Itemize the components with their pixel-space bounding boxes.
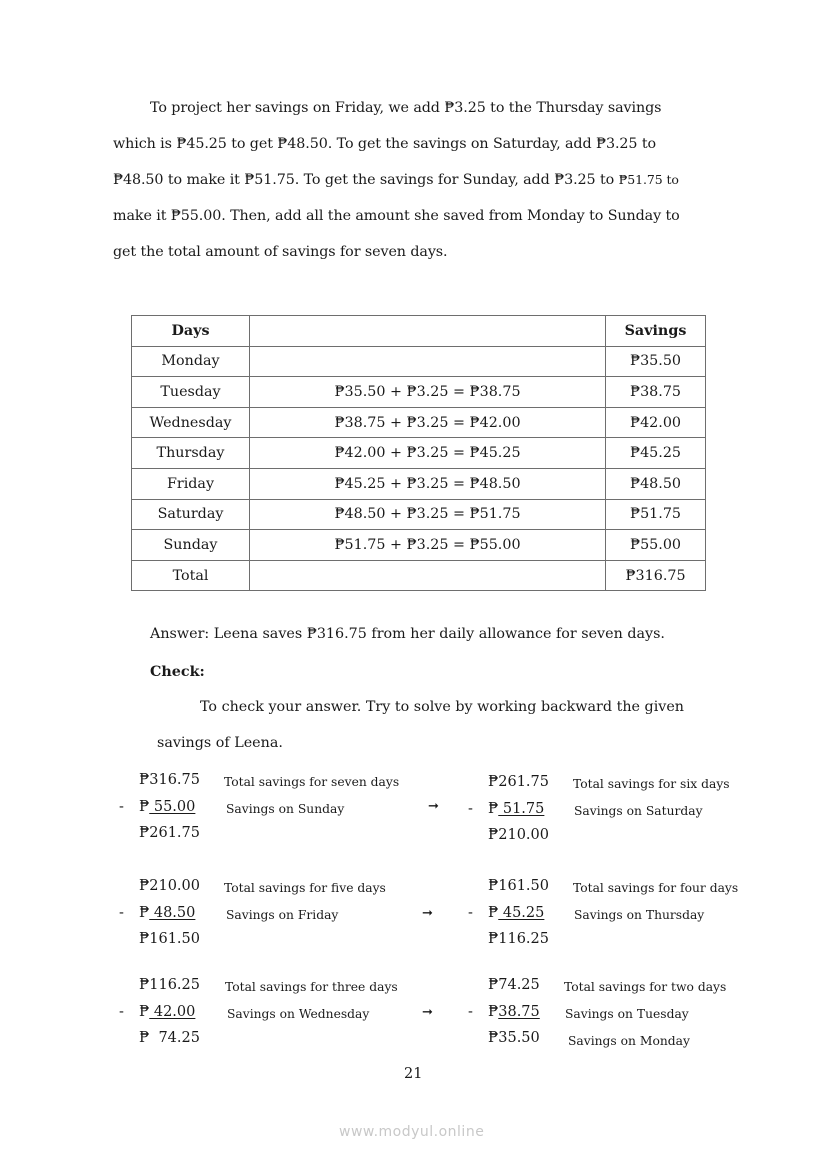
- computation-cell: ₱38.75 + ₱3.25 = ₱42.00: [250, 407, 606, 438]
- check-paragraph-line: To check your answer. Try to solve by working backward the given: [200, 699, 685, 715]
- minuend-label: Total savings for seven days: [224, 775, 400, 789]
- table-row: [132, 468, 706, 499]
- subtrahend: [139, 1004, 195, 1020]
- computation-cell: [250, 560, 606, 591]
- intro-line: [113, 172, 679, 188]
- day-cell: Total: [132, 560, 250, 591]
- savings-cell: ₱55.00: [606, 530, 706, 561]
- subtrahend-value: 48.50: [149, 905, 196, 921]
- answer-text: Answer: Leena saves ₱316.75 from her daily allowance for seven days.: [150, 626, 665, 642]
- table-row: [132, 377, 706, 408]
- peso-sign: ₱: [488, 1004, 499, 1020]
- computation-cell: ₱51.75 + ₱3.25 = ₱55.00: [250, 530, 606, 561]
- difference: ₱261.75: [139, 825, 200, 841]
- difference: ₱ 74.25: [139, 1030, 200, 1046]
- day-cell: Friday: [132, 468, 250, 499]
- subtrahend-label: Savings on Friday: [226, 908, 339, 922]
- intro-line: To project her savings on Friday, we add ₱3.25 to the Thursday savings: [150, 100, 662, 116]
- difference: ₱161.50: [139, 931, 200, 947]
- subtraction-block: [468, 774, 788, 854]
- subtrahend-label: Savings on Tuesday: [565, 1007, 689, 1021]
- minuend-label: Total savings for six days: [573, 777, 730, 791]
- subtrahend-value: 42.00: [149, 1004, 196, 1020]
- savings-cell: ₱316.75: [606, 560, 706, 591]
- check-paragraph-line: savings of Leena.: [157, 735, 283, 751]
- subtrahend: [488, 905, 544, 921]
- arrow-right-icon: ➞: [422, 906, 433, 921]
- check-heading: Check:: [150, 664, 205, 680]
- savings-cell: ₱35.50: [606, 346, 706, 377]
- minus-sign: -: [119, 1004, 124, 1020]
- subtrahend-value: 45.25: [498, 905, 545, 921]
- minuend-label: Total savings for four days: [573, 881, 739, 895]
- table-row: [132, 438, 706, 469]
- header-savings: Savings: [606, 316, 706, 347]
- savings-cell: ₱45.25: [606, 438, 706, 469]
- intro-line-text: ₱48.50 to make it ₱51.75. To get the savings for Sunday, add ₱3.25 to: [113, 172, 619, 188]
- savings-cell: ₱38.75: [606, 377, 706, 408]
- subtrahend: [488, 1004, 540, 1020]
- intro-line: get the total amount of savings for seven days.: [113, 244, 448, 260]
- subtrahend-label: Savings on Thursday: [574, 908, 705, 922]
- day-cell: Sunday: [132, 530, 250, 561]
- watermark: www.modyul.online: [339, 1124, 485, 1140]
- subtraction-block: [468, 977, 788, 1057]
- subtrahend: [139, 799, 195, 815]
- minuend: ₱210.00: [139, 878, 200, 894]
- minus-sign: -: [468, 905, 473, 921]
- subtrahend-label: Savings on Wednesday: [227, 1007, 370, 1021]
- minuend-label: Total savings for five days: [224, 881, 386, 895]
- day-cell: Wednesday: [132, 407, 250, 438]
- minus-sign: -: [468, 1004, 473, 1020]
- peso-sign: ₱: [139, 799, 150, 815]
- day-cell: Saturday: [132, 499, 250, 530]
- subtrahend-value: 38.75: [498, 1004, 540, 1020]
- subtrahend: [488, 801, 544, 817]
- minus-sign: -: [468, 801, 473, 817]
- peso-sign: ₱: [488, 801, 499, 817]
- subtraction-block: [119, 878, 439, 958]
- header-computation: [250, 316, 606, 347]
- minuend-label: Total savings for three days: [225, 980, 398, 994]
- day-cell: Tuesday: [132, 377, 250, 408]
- peso-sign: ₱: [139, 905, 150, 921]
- header-days: Days: [132, 316, 250, 347]
- minuend: ₱116.25: [139, 977, 200, 993]
- arrow-right-icon: ➞: [428, 799, 439, 814]
- day-cell: Thursday: [132, 438, 250, 469]
- minuend: ₱316.75: [139, 772, 200, 788]
- difference: ₱210.00: [488, 827, 549, 843]
- minus-sign: -: [119, 905, 124, 921]
- computation-cell: ₱48.50 + ₱3.25 = ₱51.75: [250, 499, 606, 530]
- minuend-label: Total savings for two days: [564, 980, 727, 994]
- page-number: 21: [404, 1066, 423, 1082]
- minuend: ₱74.25: [488, 977, 540, 993]
- table-header-row: [132, 316, 706, 347]
- table-total-row: [132, 560, 706, 591]
- intro-line-small-tail: ₱51.75 to: [618, 172, 679, 187]
- subtraction-block: [119, 772, 439, 852]
- intro-line: make it ₱55.00. Then, add all the amount she saved from Monday to Sunday to: [113, 208, 680, 224]
- table-row: [132, 530, 706, 561]
- savings-cell: ₱42.00: [606, 407, 706, 438]
- peso-sign: ₱: [488, 905, 499, 921]
- day-cell: Monday: [132, 346, 250, 377]
- computation-cell: ₱35.50 + ₱3.25 = ₱38.75: [250, 377, 606, 408]
- subtraction-block: [468, 878, 788, 958]
- peso-sign: ₱: [139, 1004, 150, 1020]
- arrow-right-icon: ➞: [422, 1005, 433, 1020]
- computation-cell: [250, 346, 606, 377]
- subtrahend-label: Savings on Sunday: [226, 802, 345, 816]
- minuend: ₱161.50: [488, 878, 549, 894]
- table-row: [132, 346, 706, 377]
- computation-cell: ₱45.25 + ₱3.25 = ₱48.50: [250, 468, 606, 499]
- difference: ₱35.50: [488, 1030, 540, 1046]
- subtrahend-value: 55.00: [149, 799, 196, 815]
- computation-cell: ₱42.00 + ₱3.25 = ₱45.25: [250, 438, 606, 469]
- minus-sign: -: [119, 799, 124, 815]
- difference: ₱116.25: [488, 931, 549, 947]
- intro-line: which is ₱45.25 to get ₱48.50. To get the savings on Saturday, add ₱3.25 to: [113, 136, 657, 152]
- subtraction-block: [119, 977, 439, 1057]
- savings-cell: ₱51.75: [606, 499, 706, 530]
- difference-label: Savings on Monday: [568, 1034, 690, 1048]
- subtrahend: [139, 905, 195, 921]
- savings-cell: ₱48.50: [606, 468, 706, 499]
- savings-table: [131, 315, 706, 591]
- subtrahend-value: 51.75: [498, 801, 545, 817]
- subtrahend-label: Savings on Saturday: [574, 804, 703, 818]
- table-row: [132, 499, 706, 530]
- minuend: ₱261.75: [488, 774, 549, 790]
- table-row: [132, 407, 706, 438]
